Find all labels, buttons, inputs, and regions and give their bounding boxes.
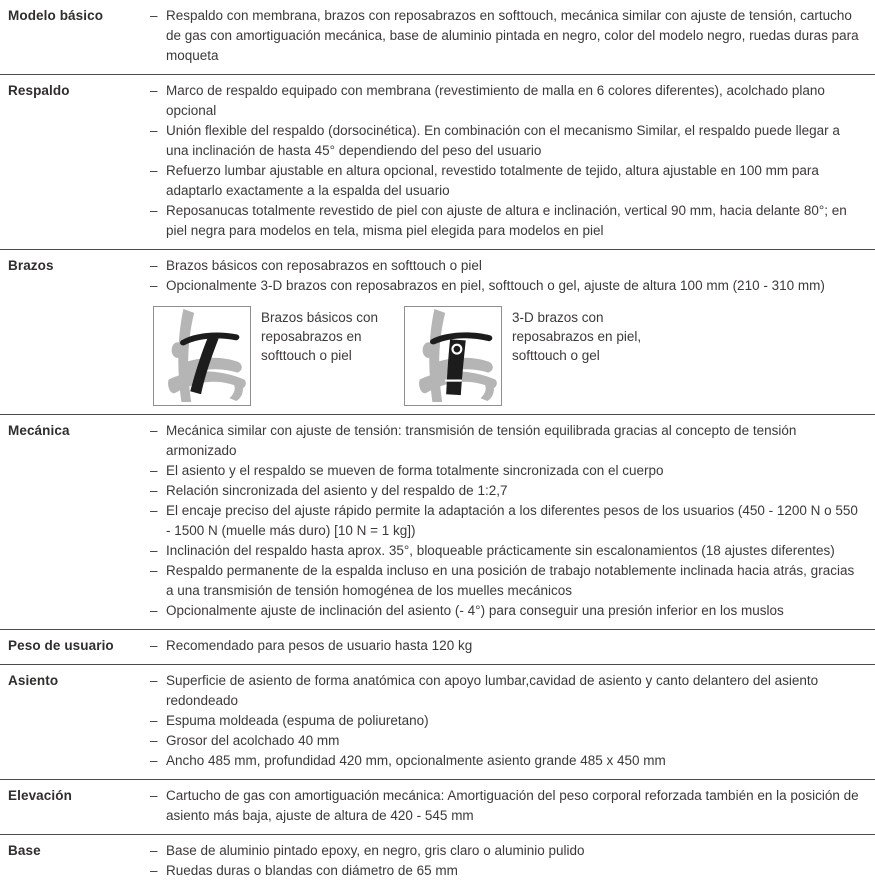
figure-caption-3d: 3-D brazos con reposabrazos en piel, softtouch o gel [512,310,642,363]
bullet-dash: – [150,163,158,178]
bullet-dash: – [150,563,158,578]
spec-bullet [150,671,861,711]
bullet-dash: – [150,788,158,803]
figure-caption-basic: Brazos básicos con reposabrazos en softtouch o piel [261,310,379,363]
bullet-dash: – [150,843,158,858]
spec-bullet [150,421,861,461]
chair-3d-armrest-icon [405,307,501,405]
armrest-figure-3d [404,306,502,406]
bullet-text: Cartucho de gas con amortiguación mecánica: Amortiguación del peso corporal reforzada también en la posición de asiento más baja, ajuste de altura de 420 - 545 mm [166,788,859,823]
bullet-dash: – [150,863,158,878]
spec-bullet [150,461,861,481]
bullet-text: Relación sincronizada del asiento y del respaldo de 1:2,7 [166,483,508,498]
bullet-text: Brazos básicos con reposabrazos en softtouch o piel [166,258,482,273]
bullet-dash: – [150,483,158,498]
bullet-text: Superficie de asiento de forma anatómica con apoyo lumbar,cavidad de asiento y canto delantero del asiento redondeado [166,673,819,708]
bullet-text: Unión flexible del respaldo (dorsocinética). En combinación con el mecanismo Similar, el respaldo puede llegar a una inclinación de hasta 45° dependiendo del peso del usuario [166,123,840,158]
section-title: Modelo básico [8,8,104,23]
spec-bullet [150,481,861,501]
bullet-text: Opcionalmente 3-D brazos con reposabrazos en piel, softtouch o gel, ajuste de altura 100 mm (210 - 310 mm) [166,278,825,293]
bullet-dash: – [150,123,158,138]
bullet-dash: – [150,733,158,748]
bullet-text: Ancho 485 mm, profundidad 420 mm, opcionalmente asiento grande 485 x 450 mm [166,753,666,768]
bullet-dash: – [150,603,158,618]
section-content [150,81,875,241]
spec-bullet [150,841,861,861]
bullet-dash: – [150,258,158,273]
bullet-text: Opcionalmente ajuste de inclinación del asiento (- 4°) para conseguir una presión inferior en los muslos [166,603,784,618]
bullet-dash: – [150,463,158,478]
bullet-text: Base de aluminio pintado epoxy, en negro, gris claro o aluminio pulido [166,843,585,858]
bullet-text: Marco de respaldo equipado con membrana (revestimiento de malla en 6 colores diferentes), acolchado plano opcional [166,83,825,118]
section-row-peso-de-usuario [0,629,875,664]
section-row-modelo-basico [0,0,875,74]
spec-bullet [150,256,861,276]
spec-bullet [150,501,861,541]
bullet-text: Ruedas duras o blandas con diámetro de 65 mm [166,863,458,878]
spec-bullet [150,541,861,561]
bullet-text: Recomendado para pesos de usuario hasta 120 kg [166,638,473,653]
bullet-dash: – [150,83,158,98]
section-content [150,786,875,826]
spec-bullet [150,561,861,601]
section-row-brazos [0,249,875,414]
section-content [150,671,875,771]
armrest-figures [153,306,861,406]
bullet-dash: – [150,543,158,558]
bullet-text: Respaldo permanente de la espalda incluso en una posición de trabajo notablemente inclinada hacia atrás, gracias a una transmisión de tensión homogénea de los muelles mecánicos [166,563,855,598]
section-row-mecanica [0,414,875,629]
section-row-elevacion [0,779,875,834]
bullet-dash: – [150,713,158,728]
bullet-text: Mecánica similar con ajuste de tensión: transmisión de tensión equilibrada gracias al concepto de tensión armonizado [166,423,797,458]
spec-bullet [150,81,861,121]
bullet-dash: – [150,423,158,438]
bullet-text: Respaldo con membrana, brazos con reposabrazos en softtouch, mecánica similar con ajuste de tensión, cartucho de gas con amortiguación mecánica, base de aluminio pintada en negro, color del modelo negro, ruedas duras para moqueta [166,8,859,63]
spec-bullet [150,121,861,161]
spec-bullet [150,861,861,881]
spec-bullet [150,751,861,771]
bullet-dash: – [150,203,158,218]
spec-bullet [150,161,861,201]
spec-bullet [150,276,861,296]
bullet-dash: – [150,503,158,518]
section-title: Base [8,843,41,858]
bullet-text: El encaje preciso del ajuste rápido permite la adaptación a los diferentes pesos de los usuarios (450 - 1200 N o 550 - 1500 N (muelle más duro) [10 N = 1 kg]) [166,503,858,538]
section-row-asiento [0,664,875,779]
bullet-dash: – [150,753,158,768]
bullet-dash: – [150,638,158,653]
spec-bullet [150,731,861,751]
spec-bullet [150,786,861,826]
bullet-text: Inclinación del respaldo hasta aprox. 35°, bloqueable prácticamente sin escalonamientos (18 ajustes diferentes) [166,543,835,558]
armrest-figure-basic [153,306,251,406]
section-title: Asiento [8,673,59,688]
section-content [150,841,875,881]
section-content [150,6,875,66]
bullet-text: El asiento y el respaldo se mueven de forma totalmente sincronizada con el cuerpo [166,463,664,478]
spec-bullet [150,6,861,66]
section-content [150,636,875,656]
section-title: Brazos [8,258,54,273]
section-row-respaldo [0,74,875,249]
spec-bullet [150,711,861,731]
bullet-text: Espuma moldeada (espuma de poliuretano) [166,713,429,728]
bullet-text: Grosor del acolchado 40 mm [166,733,340,748]
section-content [150,256,875,406]
bullet-text: Refuerzo lumbar ajustable en altura opcional, revestido totalmente de tejido, altura ajustable en 100 mm para adaptarlo exactamente a la espalda del usuario [166,163,819,198]
section-title: Respaldo [8,83,70,98]
section-content [150,421,875,621]
bullet-text: Reposanucas totalmente revestido de piel con ajuste de altura e inclinación, vertical 90 mm, hacia delante 80°; en piel negra para modelos en tela, misma piel elegida para modelos en piel [166,203,847,238]
bullet-dash: – [150,673,158,688]
spec-bullet [150,601,861,621]
section-title: Mecánica [8,423,70,438]
section-title: Elevación [8,788,72,803]
bullet-dash: – [150,8,158,23]
chair-basic-armrest-icon [154,307,250,405]
bullet-dash: – [150,278,158,293]
section-title: Peso de usuario [8,638,114,653]
spec-bullet [150,636,861,656]
spec-bullet [150,201,861,241]
section-row-base [0,834,875,889]
